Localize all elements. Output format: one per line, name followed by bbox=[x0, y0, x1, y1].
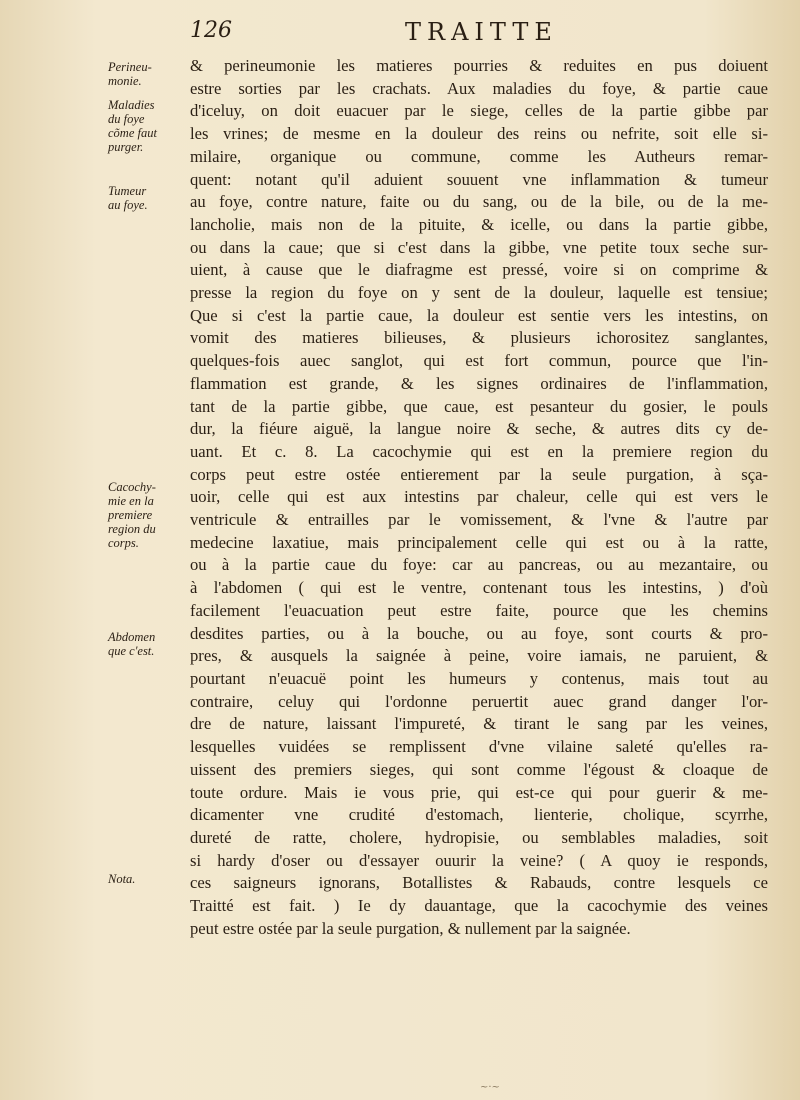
text-line: dureté de ratte, cholere, hydropisie, ou semblables maladies, soit bbox=[190, 827, 768, 847]
text-line: ventricule & entrailles par le vomissement, & l'vne & l'autre par bbox=[190, 510, 768, 530]
text-line: medecine laxatiue, mais principalement celle qui est ou à la ratte, bbox=[190, 532, 768, 552]
page-number: 126 bbox=[190, 18, 232, 43]
text-line: quent: notant qu'il aduient souuent vne inflammation & tumeur bbox=[190, 169, 768, 189]
text-line: dur, la fiéure aiguë, la langue noire & seche, & autres dits cy de- bbox=[190, 419, 768, 439]
text-line: contraire, celuy qui l'ordonne peruertit auec grand danger l'or- bbox=[190, 691, 768, 711]
text-line: au foye, contre nature, faite ou du sang, ou de la bile, ou de la me- bbox=[190, 192, 768, 212]
margin-note-perineumonie: Perineu- monie. bbox=[108, 60, 152, 88]
margin-note-tumeur-au-foye: Tumeur au foye. bbox=[108, 184, 148, 212]
text-line: d'iceluy, on doit euacuer par le siege, celles de la partie gibbe par bbox=[190, 101, 768, 121]
margin-note-abdomen: Abdomen que c'est. bbox=[108, 630, 156, 658]
text-line: uant. Et c. 8. La cacochymie qui est en la premiere region du bbox=[190, 441, 768, 461]
text-line: uoir, celle qui est aux intestins par chaleur, celle qui est vers le bbox=[190, 487, 768, 507]
text-line: flammation est grande, & les signes ordinaires de l'inflammation, bbox=[190, 373, 768, 393]
text-line: lancholie, mais non de la pituite, & icelle, ou dans la partie gibbe, bbox=[190, 214, 768, 234]
text-line: presse la region du foye on y sent de la douleur, laquelle est tensiue; bbox=[190, 283, 768, 303]
page-header bbox=[190, 18, 770, 54]
text-line: Traitté est fait. ) Ie dy dauantage, que la cacochymie des veines bbox=[190, 896, 768, 916]
text-line: Que si c'est la partie caue, la douleur est sentie vers les intestins, on bbox=[190, 305, 768, 325]
text-line: & perineumonie les matieres pourries & reduites en pus doiuent bbox=[190, 56, 768, 75]
text-line: lesquelles vuidées se remplissent d'vne vilaine saleté qu'elles ra- bbox=[190, 737, 768, 757]
text-line: estre sorties par les crachats. Aux maladies du foye, & partie caue bbox=[190, 78, 768, 98]
text-line: milaire, organique ou commune, comme les Autheurs remar- bbox=[190, 146, 768, 166]
text-line: si hardy d'oser ou d'essayer ouurir la veine? ( A quoy ie responds, bbox=[190, 850, 768, 870]
margin-note-cacochymie: Cacochy- mie en la premiere region du corps. bbox=[108, 480, 156, 550]
margin-note-nota: Nota. bbox=[108, 872, 136, 886]
text-line: ou à la partie caue du foye: car au pancreas, ou au mezantaire, ou bbox=[190, 555, 768, 575]
text-line: dicamenter vne crudité d'estomach, lienterie, cholique, scyrrhe, bbox=[190, 805, 768, 825]
text-line: vomit des matieres bilieuses, & plusieurs ichorositez sanglantes, bbox=[190, 328, 768, 348]
text-line: toute ordure. Mais ie vous prie, qui est-ce qui pour guerir & me- bbox=[190, 782, 768, 802]
text-line: desdites parties, ou à la bouche, ou au foye, sont courts & pro- bbox=[190, 623, 768, 643]
text-line: peut estre ostée par la seule purgation, & nullement par la saignée. bbox=[190, 918, 631, 938]
text-line: ou dans la caue; que si c'est dans la gibbe, vne petite toux seche sur- bbox=[190, 237, 768, 257]
text-line: uissent des premiers sieges, qui sont comme l'égoust & cloaque de bbox=[190, 759, 768, 779]
body-text bbox=[190, 55, 768, 940]
text-line: les vrines; de mesme en la douleur des reins ou nefrite, soit elle si- bbox=[190, 124, 768, 144]
running-title: TRAITTE bbox=[405, 18, 558, 46]
text-line: facilement l'euacuation peut estre faite, pource que les chemins bbox=[190, 600, 768, 620]
text-line: ces saigneurs ignorans, Botallistes & Rabauds, contre lesquels ce bbox=[190, 873, 768, 893]
text-line: quelques-fois auec sanglot, qui est fort commun, pource que l'in- bbox=[190, 351, 768, 371]
text-line: pres, & ausquels la saignée à peine, voire iamais, ne paruient, & bbox=[190, 646, 768, 666]
text-line: uient, à cause que le diafragme est pressé, voire si on comprime & bbox=[190, 260, 768, 280]
text-line: corps peut estre ostée entierement par la seule purgation, à sça- bbox=[190, 464, 768, 484]
footer-ornament: ~·~ bbox=[480, 1082, 500, 1093]
text-line: tant de la partie gibbe, que caue, est pesanteur du gosier, le pouls bbox=[190, 396, 768, 416]
text-line: à l'abdomen ( qui est le ventre, contenant tous les intestins, ) d'où bbox=[190, 578, 768, 598]
margin-note-maladies-du-foye: Maladies du foye cõme faut purger. bbox=[108, 98, 157, 154]
text-line: dre de nature, laissant l'impureté, & tirant le sang par les veines, bbox=[190, 714, 768, 734]
text-line: pourtant n'euacuë point les humeurs y contenus, mais tout au bbox=[190, 668, 768, 688]
